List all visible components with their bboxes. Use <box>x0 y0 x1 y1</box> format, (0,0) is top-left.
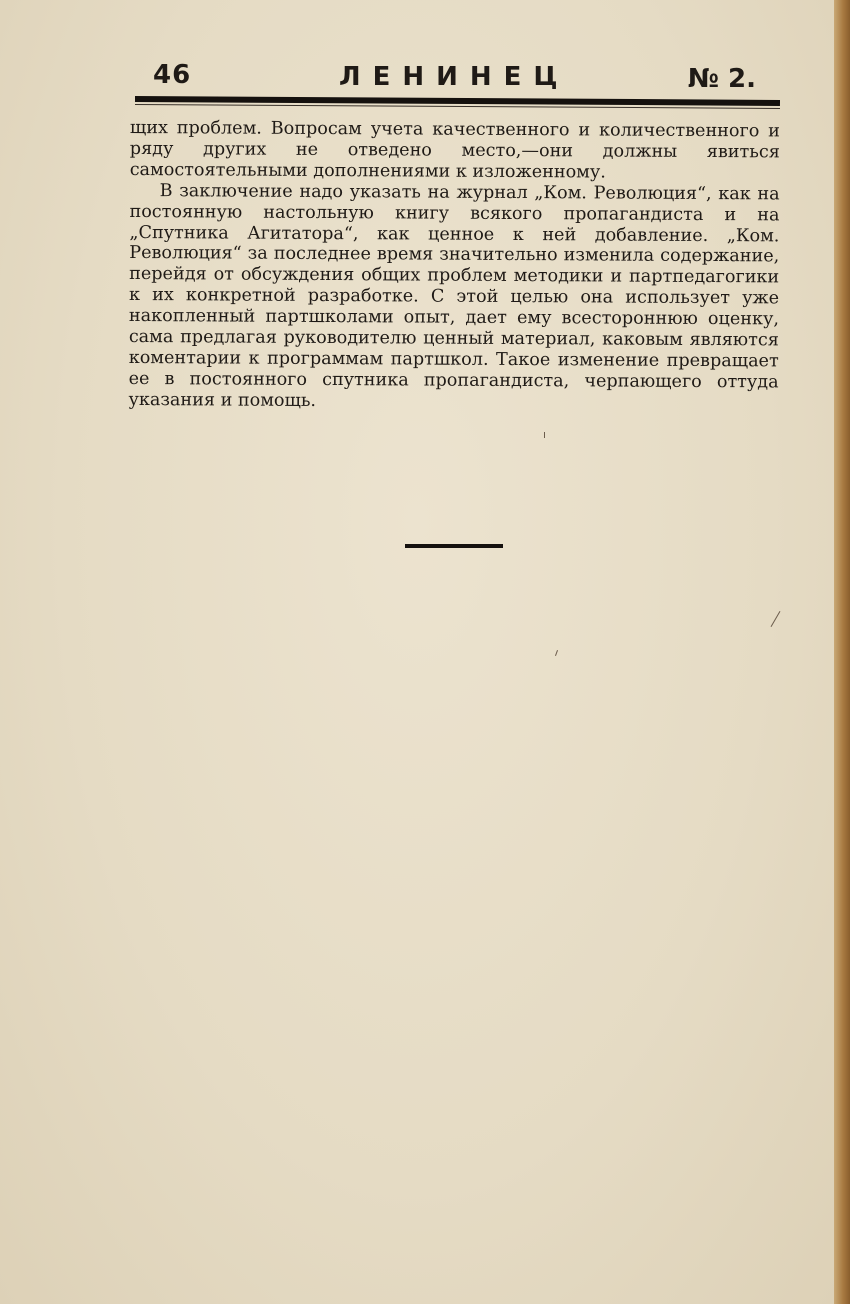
page-number: 46 <box>153 60 192 90</box>
paragraph-2: В заключение надо указать на журнал „Ком. Революция“, как на постоянную настольную книгу всякого пропагандиста и на „Спутника Агитатора“, как ценное к ней добавление. „Ком. Революция“ за последнее время значительно изменила содержание, перейдя от обсуждения общих проблем методики и партпедагогики к их конкретной разработке. С этой целью она использует уже накопленный партшколами опыт, дает ему всестороннюю оценку, сама предлагая руководителю ценный материал, каковым являются коментарии к программам партшкол. Такое изменение превращает ее в постоянного спутника пропагандиста, черпающего оттуда указания и помощь. <box>128 180 780 411</box>
paragraph-1: щих проблем. Вопросам учета качественного и количественного и ряду других не отведено место,—они должны явиться самостоятельными дополнениями к изложенному. <box>129 118 780 183</box>
paper-speck <box>771 611 781 627</box>
end-of-article-rule <box>405 544 503 548</box>
journal-title: ЛЕНИНЕЦ <box>339 62 570 92</box>
page-header <box>135 58 780 98</box>
issue-number: № 2. <box>687 64 756 94</box>
book-spine-edge <box>834 0 850 1304</box>
paper-speck <box>544 432 545 438</box>
paper-speck <box>555 650 558 656</box>
article-text <box>128 118 780 414</box>
